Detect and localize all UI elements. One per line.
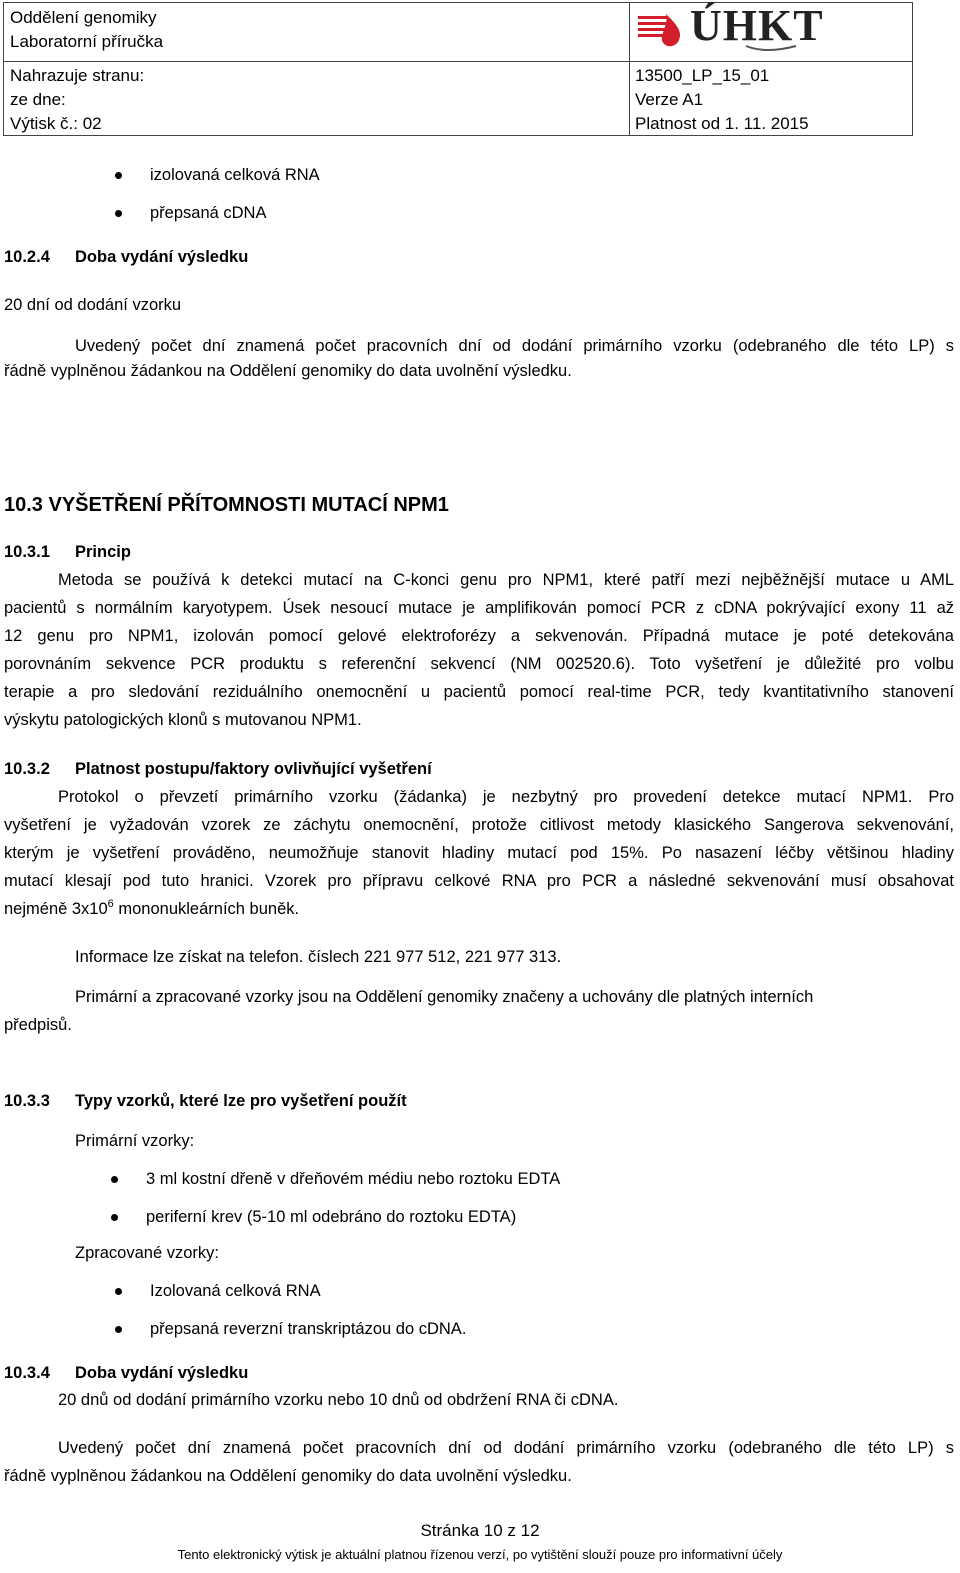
paragraph: Uvedený počet dní znamená počet pracovních dní od dodání primárního vzorku (odebraného dle této LP) s: [58, 1439, 954, 1457]
section-title: Doba vydání výsledku: [75, 248, 249, 266]
bullet-icon: [115, 210, 122, 217]
paragraph: terapie a pro sledování reziduálního onemocnění u pacientů pomocí real-time PCR, tedy kvantitativního stanovení: [4, 683, 954, 701]
bullet-icon: [111, 1176, 118, 1183]
bullet-icon: [115, 1326, 122, 1333]
section-number: 10.3.1: [4, 543, 50, 561]
list-item: izolovaná celková RNA: [150, 166, 320, 184]
page-number: Stránka 10 z 12: [420, 1521, 540, 1540]
header-date-from: ze dne:: [10, 90, 66, 109]
paragraph: předpisů.: [4, 1016, 72, 1034]
bullet-icon: [115, 172, 122, 179]
list-item: periferní krev (5-10 ml odebráno do roztoku EDTA): [146, 1208, 517, 1226]
list-item: 3 ml kostní dřeně v dřeňovém médiu nebo roztoku EDTA: [146, 1170, 561, 1188]
list-item: přepsaná cDNA: [150, 204, 267, 222]
header-manual: Laboratorní příručka: [10, 32, 164, 51]
paragraph: Informace lze získat na telefon. číslech 221 977 512, 221 977 313.: [75, 948, 562, 966]
list-item: přepsaná reverzní transkriptázou do cDNA.: [150, 1320, 467, 1338]
paragraph: porovnáním sekvence PCR produktu s referenční sekvencí (NM 002520.6). Toto vyšetření je důležité pro volbu: [4, 655, 954, 673]
header-copy: Výtisk č.: 02: [10, 114, 102, 133]
paragraph: nejméně $3x10^6$ mononukleárních buněk.: [4, 898, 300, 918]
paragraph: Uvedený počet dní znamená počet pracovních dní od dodání primárního vzorku (odebraného dle této LP) s: [75, 337, 954, 355]
chapter-heading: 10.3 VYŠETŘENÍ PŘÍTOMNOSTI MUTACÍ NPM1: [4, 494, 449, 516]
header-divider: [4, 61, 912, 62]
paragraph: výskytu patologických klonů s mutovanou NPM1.: [4, 711, 362, 729]
paragraph: 12 genu pro NPM1, izolován pomocí gelové elektroforézy a sekvenován. Případná mutace je poté detekována: [4, 627, 954, 645]
header-dept: Oddělení genomiky: [10, 8, 157, 27]
paragraph: mutací klesají pod tuto hranici. Vzorek pro přípravu celkové RNA pro PCR a následné sekvenování musí obsahovat: [4, 872, 954, 890]
bullet-icon: [115, 1288, 122, 1295]
section-title: Princip: [75, 543, 131, 561]
section-title: Doba vydání výsledku: [75, 1364, 249, 1382]
section-number: 10.3.3: [4, 1092, 50, 1110]
paragraph: kterým je vyšetření prováděno, neumožňuje stanovit hladiny mutací pod 15%. Po nasazení léčby většinou hladiny: [4, 844, 954, 862]
header-version: Verze A1: [635, 90, 704, 109]
header-divider: [629, 3, 630, 135]
paragraph: 20 dnů od dodání primárního vzorku nebo 10 dnů od obdržení RNA či cDNA.: [58, 1391, 619, 1409]
section-title: Typy vzorků, které lze pro vyšetření použít: [75, 1092, 407, 1110]
logo-text: ÚHKT: [690, 1, 824, 50]
list-item: Izolovaná celková RNA: [150, 1282, 321, 1300]
header-doc-id: 13500_LP_15_01: [635, 66, 770, 85]
header-valid: Platnost od 1. 11. 2015: [635, 114, 809, 133]
bullet-icon: [111, 1214, 118, 1221]
paragraph: vyšetření je vyžadován vzorek ze záchytu onemocnění, protože citlivost metody klasického Sangerova sekvenování,: [4, 816, 954, 834]
paragraph: řádně vyplněnou žádankou na Oddělení genomiky do data uvolnění výsledku.: [4, 1467, 572, 1485]
paragraph: Primární vzorky:: [75, 1132, 195, 1150]
paragraph: Metoda se používá k detekci mutací na C-konci genu pro NPM1, které patří mezi nejběžnější mutace u AML: [58, 571, 954, 589]
section-number: 10.3.2: [4, 760, 50, 778]
paragraph: pacientů s normálním karyotypem. Úsek nesoucí mutace je amplifikován pomocí PCR z cDNA pokrývající exony 11 až: [4, 599, 954, 617]
footer-note: Tento elektronický výtisk je aktuální platnou řízenou verzí, po vytištění slouží pouze pro informativní účely: [177, 1547, 783, 1562]
section-number: 10.3.4: [4, 1364, 50, 1382]
paragraph: 20 dní od dodání vzorku: [4, 296, 182, 314]
paragraph: Zpracované vzorky:: [75, 1244, 219, 1262]
section-number: 10.2.4: [4, 248, 50, 266]
paragraph: Primární a zpracované vzorky jsou na Oddělení genomiky značeny a uchovány dle platných interních: [75, 988, 814, 1006]
paragraph: řádně vyplněnou žádankou na Oddělení genomiky do data uvolnění výsledku.: [4, 362, 572, 380]
header-replaces: Nahrazuje stranu:: [10, 66, 145, 85]
section-title: Platnost postupu/faktory ovlivňující vyšetření: [75, 760, 432, 778]
paragraph: Protokol o převzetí primárního vzorku (žádanka) je nezbytný pro provedení detekce mutací NPM1. Pro: [58, 788, 954, 806]
